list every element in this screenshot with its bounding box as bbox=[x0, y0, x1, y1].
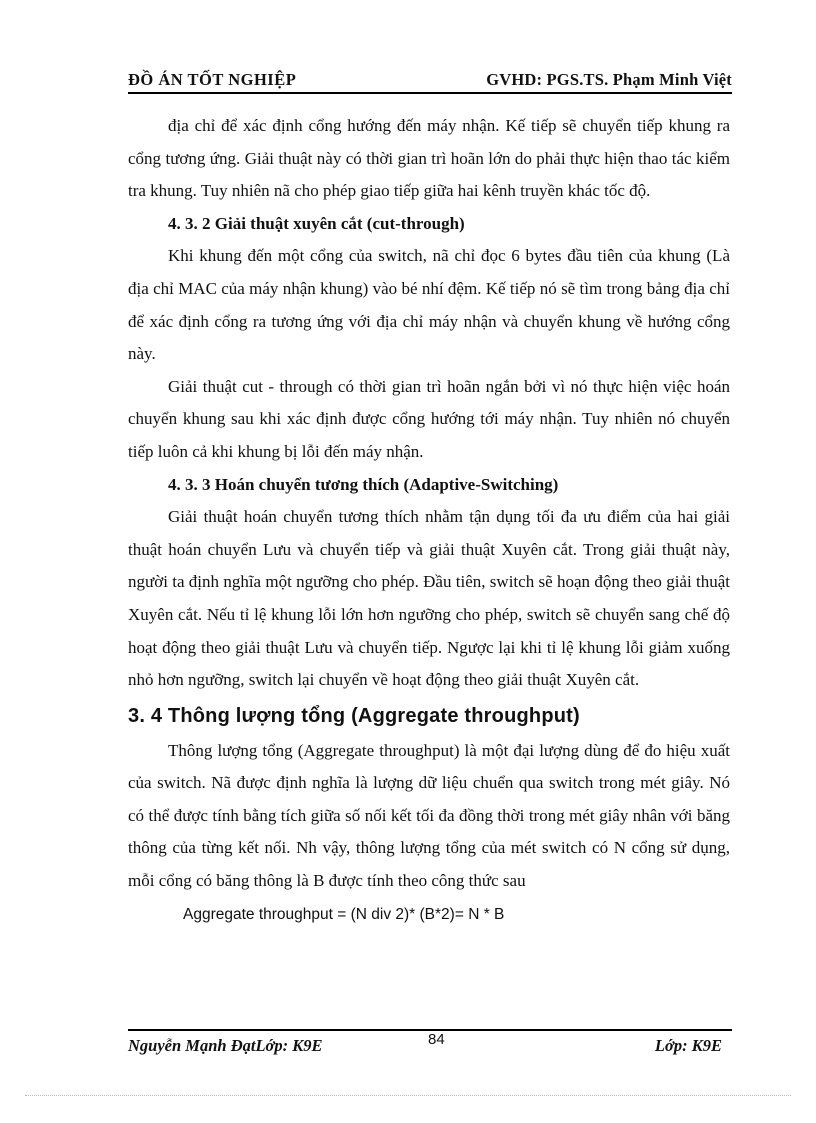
footer-author: Nguyễn Mạnh ĐạtLớp: K9E bbox=[128, 1036, 323, 1055]
paragraph-cut-through-delay: Giải thuật cut - through có thời gian trì hoãn ngắn bởi vì nó thực hiện việc hoán chuyển khung sau khi xác định được cổng hướng tới máy nhận. Tuy nhiên nó chuyển tiếp luôn cả khi khung bị lỗi đến máy nhận. bbox=[128, 376, 730, 461]
page-footer bbox=[128, 1031, 732, 1058]
paragraph-continuation: địa chỉ để xác định cổng hướng đến máy nhận. Kế tiếp sẽ chuyển tiếp khung ra cổng tương ứng. Giải thuật này có thời gian trì hoãn lớn do phải thực hiện thao tác kiểm tra khung. Tuy nhiên nã cho phép giao tiếp giữa hai kênh truyền khác tốc độ. bbox=[128, 116, 730, 201]
section-heading-4-3-2: 4. 3. 2 Giải thuật xuyên cắt (cut-through) bbox=[168, 213, 465, 233]
section-heading-3-4: 3. 4 Thông lượng tổng (Aggregate throughput) bbox=[128, 704, 580, 727]
page-number: 84 bbox=[428, 1031, 445, 1048]
paragraph-aggregate-throughput: Thông lượng tổng (Aggregate throughput) là một đại lượng dùng để đo hiệu xuất của switch. Nã được định nghĩa là lượng dữ liệu chuển qua switch trong mét giây. Nó có thể được tính bằng tích giữa số nối kết tối đa đồng thời trong mét giây nhân với băng thông của từng kết nối. Nh vậy, thông lượng tổng của mét switch có N cổng sử dụng, mỗi cổng có băng thông là B được tính theo công thức sau bbox=[128, 740, 730, 891]
header-thesis-title: ĐỒ ÁN TỐT NGHIỆP bbox=[128, 70, 297, 89]
header-advisor: GVHD: PGS.TS. Phạm Minh Việt bbox=[486, 70, 732, 89]
page-header bbox=[128, 68, 732, 94]
page-body bbox=[128, 110, 730, 932]
footer-class: Lớp: K9E bbox=[654, 1036, 722, 1055]
page-bottom-dotted-edge bbox=[25, 1095, 791, 1096]
paragraph-adaptive-switching: Giải thuật hoán chuyển tương thích nhằm tận dụng tối đa ưu điểm của hai giải thuật hoán chuyển Lưu và chuyển tiếp và giải thuật Xuyên cắt. Trong giải thuật này, người ta định nghĩa một ngưỡng cho phép. Đầu tiên, switch sẽ hoạn động theo giải thuật Xuyên cắt. Nếu tỉ lệ khung lỗi lớn hơn ngưỡng cho phép, switch sẽ chuyển sang chế độ hoạt động theo giải thuật Lưu và chuyển tiếp. Ngược lại khi tỉ lệ khung lỗi giảm xuống nhỏ hơn ngưỡng, switch lại chuyển về hoạt động theo giải thuật Xuyên cắt. bbox=[128, 507, 730, 690]
formula-aggregate-throughput: Aggregate throughput = (N div 2)* (B*2)= N * B bbox=[183, 905, 505, 923]
paragraph-cut-through-intro: Khi khung đến một cổng của switch, nã chỉ đọc 6 bytes đầu tiên của khung (Là địa chỉ MAC của máy nhận khung) vào bé nhí đệm. Kế tiếp nó sẽ tìm trong bảng địa chỉ để xác định cổng ra tương ứng với địa chỉ máy nhận và chuyển khung về hướng cổng này. bbox=[128, 246, 730, 364]
section-heading-4-3-3: 4. 3. 3 Hoán chuyển tương thích (Adaptive-Switching) bbox=[168, 474, 559, 494]
